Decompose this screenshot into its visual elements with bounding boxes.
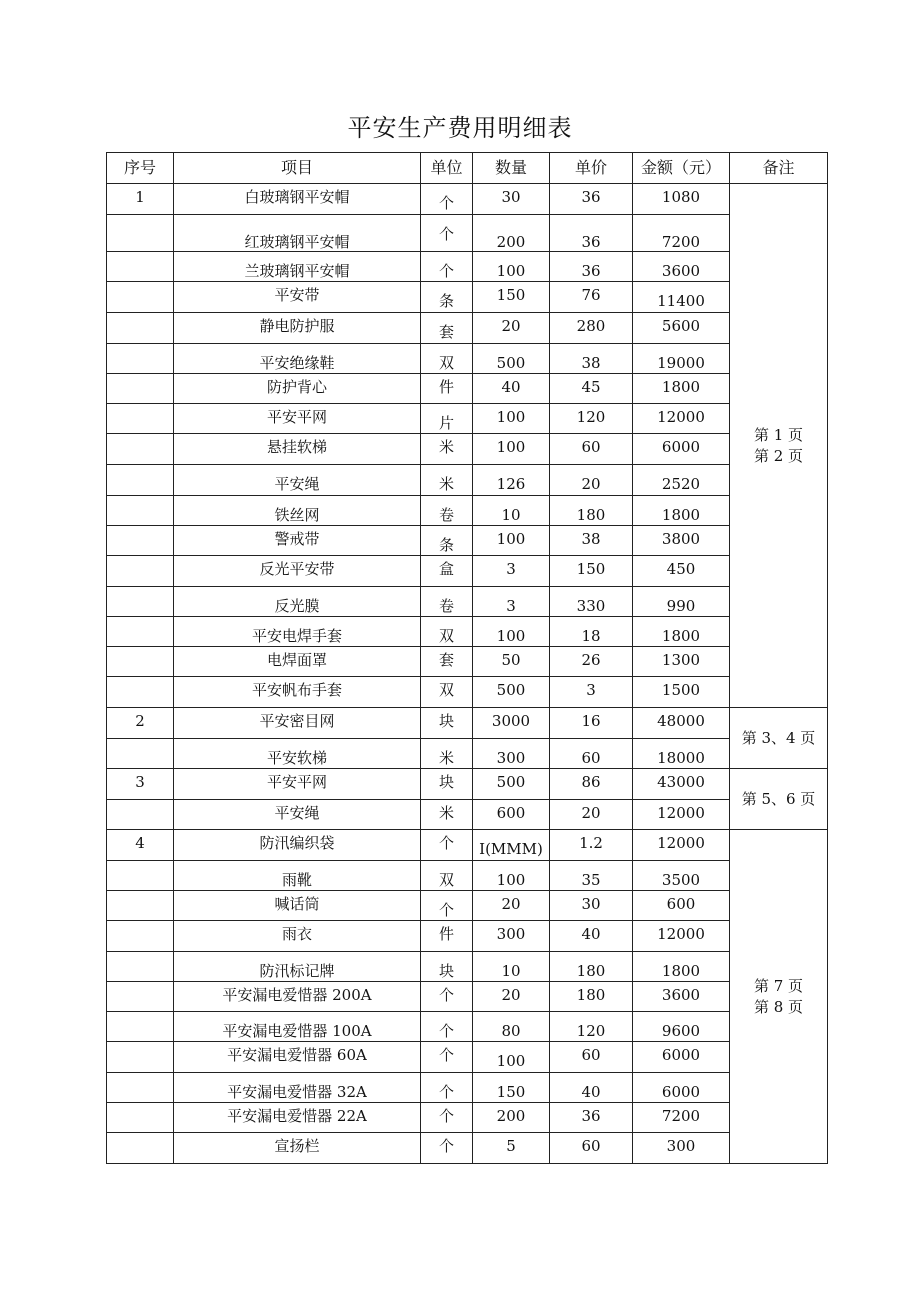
seq-cell: [107, 496, 174, 526]
seq-cell: [107, 556, 174, 587]
seq-cell: 1: [107, 184, 174, 215]
header-amount: 金额（元）: [633, 153, 730, 184]
seq-cell: [107, 617, 174, 647]
seq-cell: [107, 434, 174, 465]
price-cell: 120: [550, 404, 633, 434]
note-line: 第 7 页: [753, 976, 804, 995]
note-cell: [730, 184, 828, 708]
item-cell: 平安密目网: [174, 708, 421, 739]
unit-cell: 米: [421, 465, 473, 496]
seq-cell: [107, 344, 174, 374]
price-cell: 20: [550, 465, 633, 496]
qty-cell: 3: [473, 587, 550, 617]
table-row: [107, 1012, 828, 1042]
item-cell: 静电防护服: [174, 313, 421, 344]
item-cell: 平安帆布手套: [174, 677, 421, 708]
unit-cell: 个: [421, 830, 473, 861]
seq-cell: [107, 921, 174, 952]
table-row: [107, 434, 828, 465]
item-cell: 平安漏电爱惜器 22A: [174, 1103, 421, 1133]
amount-cell: 6000: [633, 1042, 730, 1073]
amount-cell: 300: [633, 1133, 730, 1164]
price-cell: 40: [550, 1073, 633, 1103]
page-title: 平安生产费用明细表: [347, 114, 573, 142]
table-row: [107, 1103, 828, 1133]
item-cell: 反光膜: [174, 587, 421, 617]
price-cell: 26: [550, 647, 633, 677]
qty-cell: 20: [473, 891, 550, 921]
qty-cell: 20: [473, 313, 550, 344]
qty-cell: 100: [473, 252, 550, 282]
qty-cell: 20: [473, 982, 550, 1012]
unit-cell: 个: [421, 1073, 473, 1103]
table-row: [107, 739, 828, 769]
qty-cell: 80: [473, 1012, 550, 1042]
price-cell: 76: [550, 282, 633, 313]
qty-cell: 100: [473, 617, 550, 647]
note-line: 第 2 页: [753, 446, 804, 465]
table-row: [107, 708, 828, 739]
note-cell: [730, 769, 828, 830]
table-row: [107, 952, 828, 982]
amount-cell: 7200: [633, 215, 730, 252]
table-row: [107, 1042, 828, 1073]
seq-cell: [107, 313, 174, 344]
seq-cell: [107, 982, 174, 1012]
price-cell: 35: [550, 861, 633, 891]
seq-cell: [107, 1103, 174, 1133]
price-cell: 18: [550, 617, 633, 647]
note-line: 第 3、4 页: [741, 728, 816, 747]
price-cell: 180: [550, 982, 633, 1012]
seq-cell: [107, 404, 174, 434]
qty-cell: 100: [473, 526, 550, 556]
unit-cell: 块: [421, 952, 473, 982]
item-cell: 平安电焊手套: [174, 617, 421, 647]
price-cell: 1.2: [550, 830, 633, 861]
seq-cell: [107, 526, 174, 556]
price-cell: 36: [550, 1103, 633, 1133]
unit-cell: 个: [421, 252, 473, 282]
price-cell: 36: [550, 184, 633, 215]
item-cell: 平安软梯: [174, 739, 421, 769]
header-price: 单价: [550, 153, 633, 184]
price-cell: 60: [550, 739, 633, 769]
table-row: [107, 677, 828, 708]
table-row: [107, 769, 828, 800]
qty-cell: 300: [473, 921, 550, 952]
qty-cell: 150: [473, 1073, 550, 1103]
price-cell: 60: [550, 1042, 633, 1073]
item-cell: 平安漏电爱惜器 32A: [174, 1073, 421, 1103]
table-row: [107, 587, 828, 617]
qty-cell: 100: [473, 434, 550, 465]
unit-cell: 个: [421, 1042, 473, 1073]
item-cell: 平安漏电爱惜器 60A: [174, 1042, 421, 1073]
amount-cell: 6000: [633, 434, 730, 465]
seq-cell: 4: [107, 830, 174, 861]
amount-cell: 12000: [633, 830, 730, 861]
qty-cell: 40: [473, 374, 550, 404]
amount-cell: 48000: [633, 708, 730, 739]
seq-cell: [107, 215, 174, 252]
amount-cell: 1800: [633, 496, 730, 526]
qty-cell: 126: [473, 465, 550, 496]
price-cell: 150: [550, 556, 633, 587]
unit-cell: 件: [421, 374, 473, 404]
amount-cell: 3800: [633, 526, 730, 556]
seq-cell: [107, 1042, 174, 1073]
price-cell: 36: [550, 215, 633, 252]
item-cell: 防汛标记牌: [174, 952, 421, 982]
item-cell: 平安绝缘鞋: [174, 344, 421, 374]
amount-cell: 3500: [633, 861, 730, 891]
amount-cell: 2520: [633, 465, 730, 496]
table-row: [107, 344, 828, 374]
unit-cell: 卷: [421, 587, 473, 617]
unit-cell: 米: [421, 739, 473, 769]
unit-cell: 个: [421, 215, 473, 252]
unit-cell: 米: [421, 800, 473, 830]
unit-cell: 双: [421, 617, 473, 647]
qty-cell: 500: [473, 344, 550, 374]
unit-cell: 米: [421, 434, 473, 465]
qty-cell: 10: [473, 952, 550, 982]
qty-cell: 200: [473, 1103, 550, 1133]
amount-cell: 5600: [633, 313, 730, 344]
price-cell: 60: [550, 434, 633, 465]
seq-cell: [107, 952, 174, 982]
unit-cell: 套: [421, 647, 473, 677]
item-cell: 雨靴: [174, 861, 421, 891]
seq-cell: [107, 587, 174, 617]
price-cell: 38: [550, 344, 633, 374]
price-cell: 38: [550, 526, 633, 556]
amount-cell: 1800: [633, 374, 730, 404]
seq-cell: [107, 252, 174, 282]
amount-cell: 3600: [633, 982, 730, 1012]
qty-cell: 50: [473, 647, 550, 677]
table-row: [107, 921, 828, 952]
item-cell: 白玻璃钢平安帽: [174, 184, 421, 215]
amount-cell: 1080: [633, 184, 730, 215]
seq-cell: [107, 282, 174, 313]
table-row: [107, 184, 828, 215]
note-cell: [730, 830, 828, 1164]
amount-cell: 990: [633, 587, 730, 617]
amount-cell: 9600: [633, 1012, 730, 1042]
price-cell: 30: [550, 891, 633, 921]
qty-cell: 200: [473, 215, 550, 252]
price-cell: 86: [550, 769, 633, 800]
table-row: [107, 800, 828, 830]
amount-cell: 12000: [633, 404, 730, 434]
amount-cell: 18000: [633, 739, 730, 769]
amount-cell: 1800: [633, 617, 730, 647]
price-cell: 16: [550, 708, 633, 739]
item-cell: 警戒带: [174, 526, 421, 556]
item-cell: 宣扬栏: [174, 1133, 421, 1164]
item-cell: 悬挂软梯: [174, 434, 421, 465]
seq-cell: [107, 739, 174, 769]
unit-cell: 条: [421, 282, 473, 313]
item-cell: 电焊面罩: [174, 647, 421, 677]
header-note: 备注: [730, 153, 828, 184]
table-row: [107, 556, 828, 587]
unit-cell: 个: [421, 982, 473, 1012]
amount-cell: 3600: [633, 252, 730, 282]
amount-cell: 11400: [633, 282, 730, 313]
item-cell: 平安漏电爱惜器 100A: [174, 1012, 421, 1042]
qty-cell: 3: [473, 556, 550, 587]
table-row: [107, 830, 828, 861]
note-cell: [730, 708, 828, 769]
table-row: [107, 617, 828, 647]
seq-cell: [107, 647, 174, 677]
seq-cell: [107, 374, 174, 404]
unit-cell: 卷: [421, 496, 473, 526]
table-row: [107, 861, 828, 891]
qty-cell: 30: [473, 184, 550, 215]
seq-cell: 3: [107, 769, 174, 800]
amount-cell: 600: [633, 891, 730, 921]
seq-cell: [107, 1073, 174, 1103]
table-row: [107, 404, 828, 434]
unit-cell: 双: [421, 861, 473, 891]
item-cell: 雨衣: [174, 921, 421, 952]
table-row: [107, 252, 828, 282]
expense-table: [106, 152, 828, 1164]
header-item: 项目: [174, 153, 421, 184]
price-cell: 40: [550, 921, 633, 952]
table-body: [107, 184, 828, 1164]
table-row: [107, 282, 828, 313]
item-cell: 防护背心: [174, 374, 421, 404]
unit-cell: 件: [421, 921, 473, 952]
amount-cell: 450: [633, 556, 730, 587]
item-cell: 兰玻璃钢平安帽: [174, 252, 421, 282]
seq-cell: [107, 861, 174, 891]
amount-cell: 6000: [633, 1073, 730, 1103]
amount-cell: 7200: [633, 1103, 730, 1133]
note-line: 第 5、6 页: [741, 789, 816, 808]
table-row: [107, 313, 828, 344]
table-row: [107, 891, 828, 921]
header-unit: 单位: [421, 153, 473, 184]
qty-cell: 500: [473, 677, 550, 708]
unit-cell: 个: [421, 184, 473, 215]
seq-cell: [107, 1133, 174, 1164]
qty-cell: 100: [473, 1042, 550, 1073]
seq-cell: 2: [107, 708, 174, 739]
price-cell: 180: [550, 496, 633, 526]
table-row: [107, 496, 828, 526]
price-cell: 20: [550, 800, 633, 830]
item-cell: 平安绳: [174, 465, 421, 496]
unit-cell: 个: [421, 1103, 473, 1133]
seq-cell: [107, 800, 174, 830]
note-line: 第 1 页: [753, 425, 804, 444]
seq-cell: [107, 677, 174, 708]
unit-cell: 条: [421, 526, 473, 556]
qty-cell: I(MMM): [473, 830, 550, 861]
unit-cell: 片: [421, 404, 473, 434]
qty-cell: 5: [473, 1133, 550, 1164]
unit-cell: 双: [421, 344, 473, 374]
unit-cell: 个: [421, 891, 473, 921]
price-cell: 180: [550, 952, 633, 982]
amount-cell: 12000: [633, 800, 730, 830]
unit-cell: 块: [421, 769, 473, 800]
item-cell: 平安平网: [174, 404, 421, 434]
qty-cell: 150: [473, 282, 550, 313]
note-line: 第 8 页: [753, 997, 804, 1016]
item-cell: 喊话筒: [174, 891, 421, 921]
table-row: [107, 374, 828, 404]
item-cell: 平安漏电爱惜器 200A: [174, 982, 421, 1012]
header-qty: 数量: [473, 153, 550, 184]
amount-cell: 1300: [633, 647, 730, 677]
seq-cell: [107, 891, 174, 921]
item-cell: 平安带: [174, 282, 421, 313]
seq-cell: [107, 465, 174, 496]
qty-cell: 10: [473, 496, 550, 526]
table-row: [107, 982, 828, 1012]
unit-cell: 套: [421, 313, 473, 344]
amount-cell: 43000: [633, 769, 730, 800]
header-row: [107, 153, 828, 184]
unit-cell: 块: [421, 708, 473, 739]
price-cell: 120: [550, 1012, 633, 1042]
table-row: [107, 465, 828, 496]
price-cell: 45: [550, 374, 633, 404]
table-row: [107, 647, 828, 677]
table-row: [107, 1073, 828, 1103]
price-cell: 280: [550, 313, 633, 344]
unit-cell: 盒: [421, 556, 473, 587]
price-cell: 330: [550, 587, 633, 617]
qty-cell: 300: [473, 739, 550, 769]
header-seq: 序号: [107, 153, 174, 184]
item-cell: 铁丝网: [174, 496, 421, 526]
amount-cell: 1800: [633, 952, 730, 982]
qty-cell: 100: [473, 861, 550, 891]
item-cell: 平安平网: [174, 769, 421, 800]
unit-cell: 个: [421, 1012, 473, 1042]
unit-cell: 双: [421, 677, 473, 708]
table-row: [107, 1133, 828, 1164]
table-row: [107, 215, 828, 252]
price-cell: 3: [550, 677, 633, 708]
unit-cell: 个: [421, 1133, 473, 1164]
price-cell: 36: [550, 252, 633, 282]
table-row: [107, 526, 828, 556]
item-cell: 防汛编织袋: [174, 830, 421, 861]
qty-cell: 3000: [473, 708, 550, 739]
item-cell: 红玻璃钢平安帽: [174, 215, 421, 252]
qty-cell: 600: [473, 800, 550, 830]
amount-cell: 12000: [633, 921, 730, 952]
qty-cell: 100: [473, 404, 550, 434]
seq-cell: [107, 1012, 174, 1042]
item-cell: 平安绳: [174, 800, 421, 830]
amount-cell: 1500: [633, 677, 730, 708]
item-cell: 反光平安带: [174, 556, 421, 587]
amount-cell: 19000: [633, 344, 730, 374]
qty-cell: 500: [473, 769, 550, 800]
price-cell: 60: [550, 1133, 633, 1164]
